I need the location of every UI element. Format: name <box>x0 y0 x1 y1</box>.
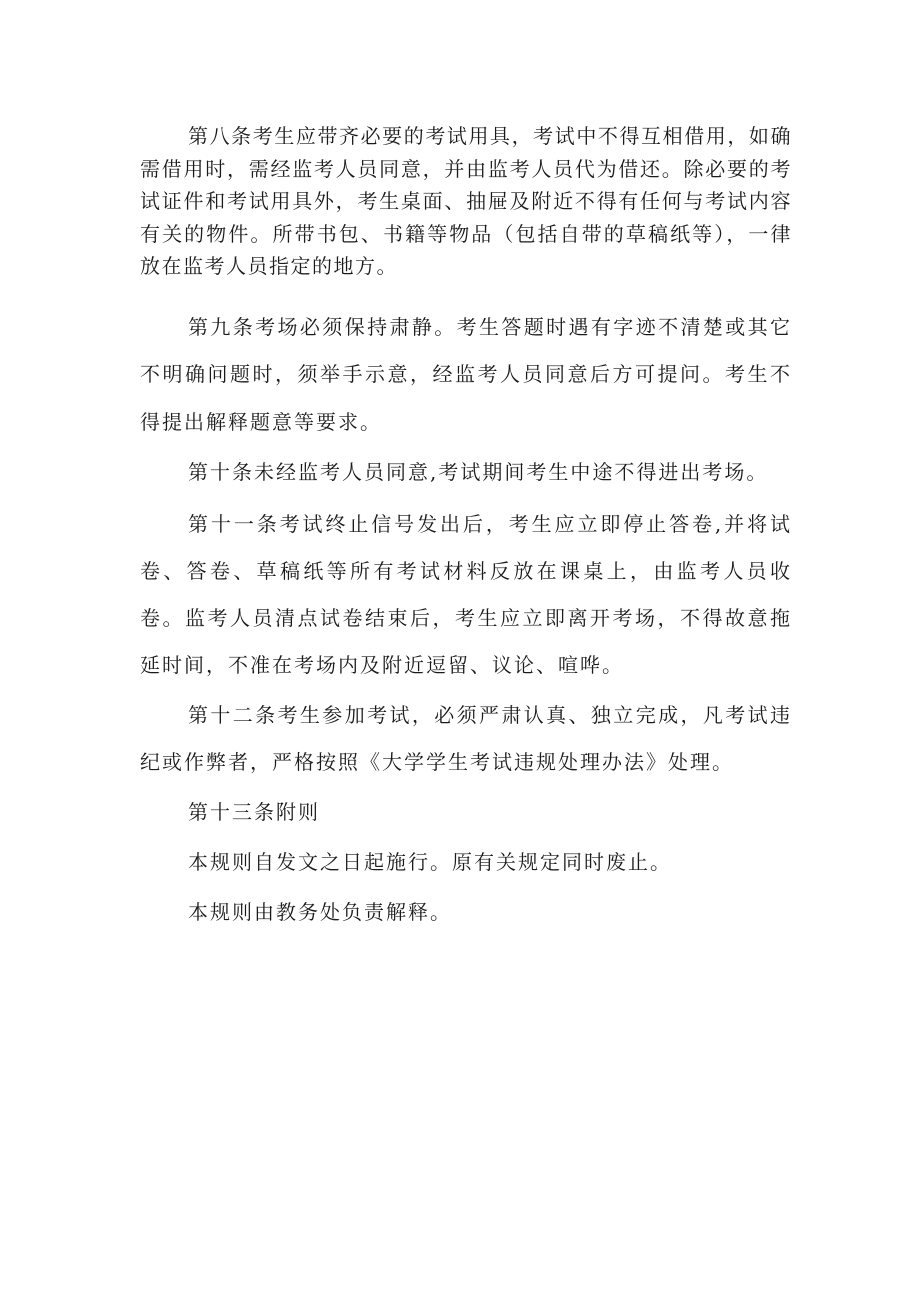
article-9-paragraph: 第九条考场必须保持肃静。考生答题时遇有字迹不清楚或其它不明确问题时，须举手示意，经监考人员同意后方可提问。考生不得提出解释题意等要求。 <box>140 314 792 434</box>
article-11-paragraph: 第十一条考试终止信号发出后，考生应立即停止答卷,并将试卷、答卷、草稿纸等所有考试材料反放在课桌上，由监考人员收卷。监考人员清点试卷结束后，考生应立即离开考场，不得故意拖延时间，不准在考场内及附近逗留、议论、喧哗。 <box>140 511 792 677</box>
article-13-heading: 第十三条附则 <box>188 799 320 824</box>
document-page <box>140 120 792 936</box>
interpretation-paragraph: 本规则由教务处负责解释。 <box>188 899 452 924</box>
article-8-paragraph: 第八条考生应带齐必要的考试用具，考试中不得互相借用，如确需借用时，需经监考人员同意，并由监考人员代为借还。除必要的考试证件和考试用具外，考生桌面、抽屉及附近不得有任何与考试内容有关的物件。所带书包、书籍等物品（包括自带的草稿纸等），一律放在监考人员指定的地方。 <box>140 124 792 278</box>
article-10-paragraph: 第十条未经监考人员同意,考试期间考生中途不得进出考场。 <box>188 460 769 484</box>
effective-date-paragraph: 本规则自发文之日起施行。原有关规定同时废止。 <box>188 849 672 874</box>
article-12-paragraph: 第十二条考生参加考试，必须严肃认真、独立完成，凡考试违纪或作弊者，严格按照《大学学生考试违规处理办法》处理。 <box>140 702 792 774</box>
